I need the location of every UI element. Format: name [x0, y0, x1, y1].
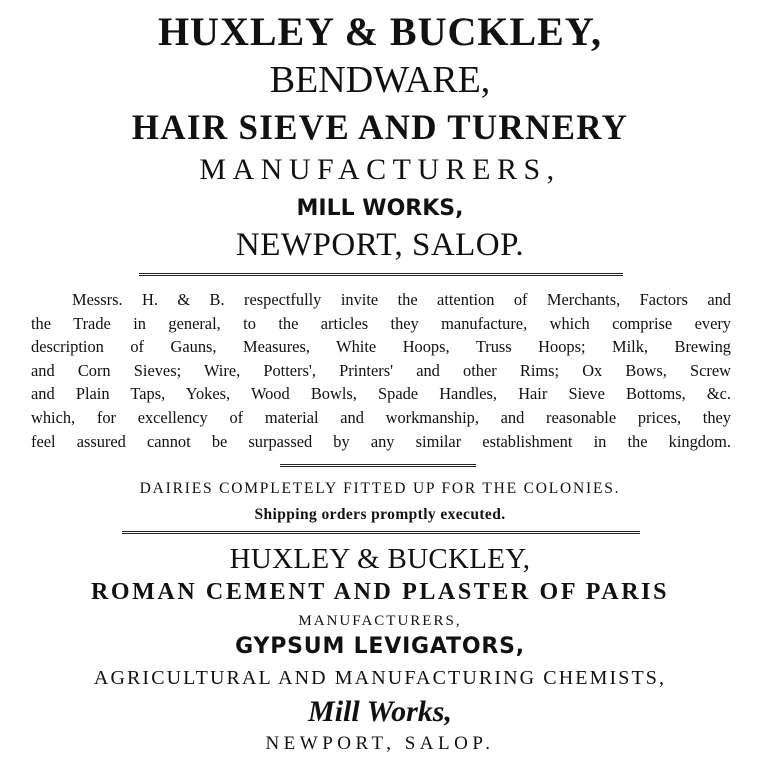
works-name: MILL WORKS,: [296, 196, 464, 221]
second-firm-name: HUXLEY & BUCKLEY,: [229, 543, 531, 575]
dairies-notice: DAIRIES COMPLETELY FITTED UP FOR THE COLONIES.: [139, 480, 621, 497]
gypsum-line: GYPSUM LEVIGATORS,: [235, 634, 525, 659]
paragraph-line: and Corn Sieves; Wire, Potters', Printers' and other Rims; Ox Bows, Screw: [31, 360, 731, 380]
paragraph-line: feel assured cannot be surpassed by any similar establishment in the kingdom.: [31, 431, 731, 451]
paragraph-line: and Plain Taps, Yokes, Wood Bowls, Spade Handles, Hair Sieve Bottoms, &c.: [31, 384, 731, 404]
ornamental-divider: [280, 464, 476, 467]
trade-line: BENDWARE,: [269, 59, 491, 101]
ornamental-divider: [139, 273, 623, 276]
cement-headline: ROMAN CEMENT AND PLASTER OF PARIS: [90, 579, 670, 605]
second-location-line: NEWPORT, SALOP.: [265, 733, 495, 754]
products-headline: HAIR SIEVE AND TURNERY: [131, 107, 629, 148]
second-works-name: Mill Works,: [308, 695, 452, 728]
body-paragraph: [31, 288, 731, 453]
role-line: MANUFACTURERS,: [199, 153, 561, 186]
second-role-line: MANUFACTURERS,: [298, 613, 462, 629]
ornamental-divider: [122, 531, 640, 534]
firm-name-heading: HUXLEY & BUCKLEY,: [157, 9, 603, 54]
paragraph-line: which, for excellency of material and workmanship, and reasonable prices, they: [31, 407, 731, 427]
paragraph-line: description of Gauns, Measures, White Hoops, Truss Hoops; Milk, Brewing: [31, 337, 731, 357]
paragraph-line: the Trade in general, to the articles they manufacture, which comprise every: [31, 313, 731, 333]
location-line: NEWPORT, SALOP.: [235, 227, 525, 263]
chemists-line: AGRICULTURAL AND MANUFACTURING CHEMISTS,: [93, 667, 667, 689]
paragraph-line: Messrs. H. & B. respectfully invite the attention of Merchants, Factors and: [72, 290, 731, 309]
shipping-notice: Shipping orders promptly executed.: [254, 506, 506, 523]
